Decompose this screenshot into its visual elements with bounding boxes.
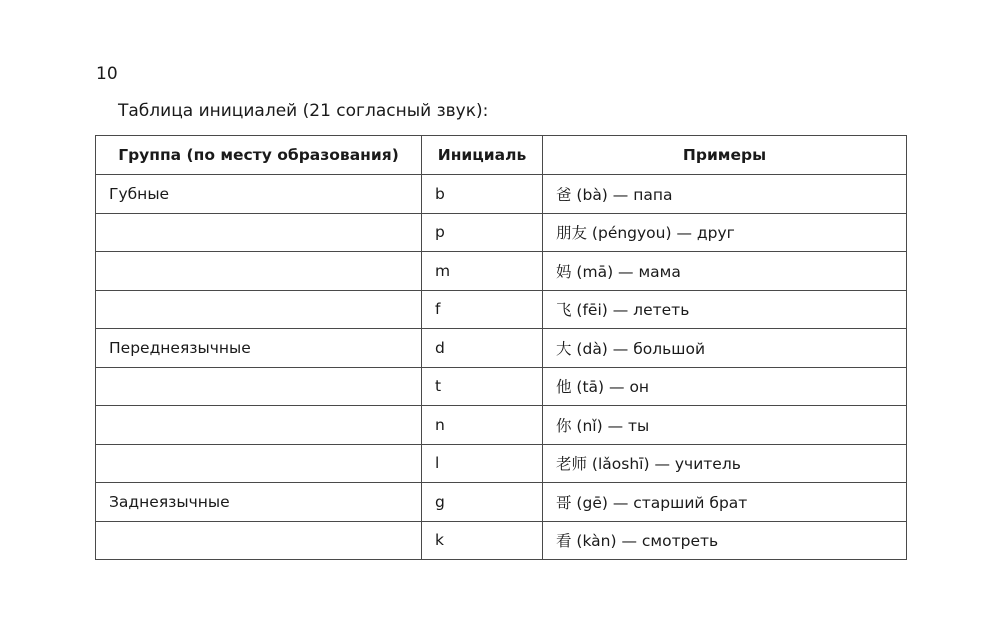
example-cell: 大 (dà) — большой xyxy=(543,329,907,368)
group-cell xyxy=(96,367,422,406)
group-cell xyxy=(96,213,422,252)
group-cell xyxy=(96,252,422,291)
initial-cell: b xyxy=(422,175,543,214)
table-row xyxy=(96,367,907,406)
initial-cell: l xyxy=(422,444,543,483)
table-row xyxy=(96,406,907,445)
example-cell: 老师 (lǎoshī) — учитель xyxy=(543,444,907,483)
group-cell xyxy=(96,444,422,483)
table-row xyxy=(96,444,907,483)
initial-cell: d xyxy=(422,329,543,368)
group-cell xyxy=(96,521,422,560)
initial-cell: k xyxy=(422,521,543,560)
group-cell xyxy=(96,290,422,329)
table-row xyxy=(96,175,907,214)
example-cell: 妈 (mā) — мама xyxy=(543,252,907,291)
page-number: 10 xyxy=(96,64,118,84)
header-examples: Примеры xyxy=(543,136,907,175)
initial-cell: t xyxy=(422,367,543,406)
example-cell: 你 (nǐ) — ты xyxy=(543,406,907,445)
table-row xyxy=(96,329,907,368)
initial-cell: p xyxy=(422,213,543,252)
initial-cell: n xyxy=(422,406,543,445)
table-header-row xyxy=(96,136,907,175)
group-cell: Переднеязычные xyxy=(96,329,422,368)
header-group: Группа (по месту образования) xyxy=(96,136,422,175)
table-row xyxy=(96,252,907,291)
initial-cell: m xyxy=(422,252,543,291)
initial-cell: g xyxy=(422,483,543,522)
group-cell: Заднеязычные xyxy=(96,483,422,522)
table-row xyxy=(96,213,907,252)
header-initial: Инициаль xyxy=(422,136,543,175)
example-cell: 飞 (fēi) — лететь xyxy=(543,290,907,329)
example-cell: 爸 (bà) — папа xyxy=(543,175,907,214)
initial-cell: f xyxy=(422,290,543,329)
group-cell: Губные xyxy=(96,175,422,214)
group-cell xyxy=(96,406,422,445)
example-cell: 朋友 (péngyou) — друг xyxy=(543,213,907,252)
example-cell: 哥 (gē) — старший брат xyxy=(543,483,907,522)
table-row xyxy=(96,521,907,560)
example-cell: 看 (kàn) — смотреть xyxy=(543,521,907,560)
table-row xyxy=(96,290,907,329)
table-caption: Таблица инициалей (21 согласный звук): xyxy=(118,101,489,121)
example-cell: 他 (tā) — он xyxy=(543,367,907,406)
initials-table xyxy=(95,135,907,560)
table-row xyxy=(96,483,907,522)
